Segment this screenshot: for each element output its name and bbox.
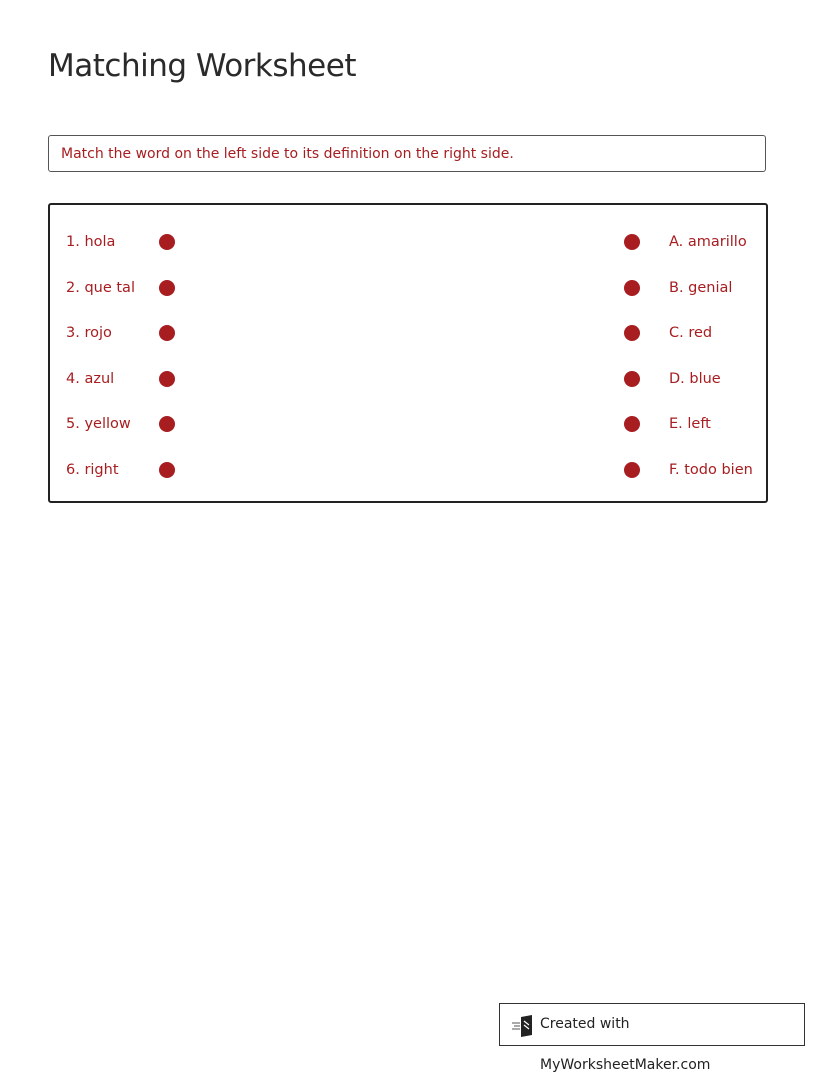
right-item: A. amarillo (669, 234, 747, 250)
worksheet-logo-icon (512, 1015, 536, 1037)
right-match-dot[interactable] (624, 280, 640, 296)
footer-badge[interactable] (499, 1003, 805, 1073)
page-title: Matching Worksheet (48, 48, 356, 84)
left-item: 3. rojo (66, 325, 112, 341)
right-item: C. red (669, 325, 713, 341)
left-match-dot[interactable] (159, 416, 175, 432)
right-item: E. left (669, 416, 711, 432)
right-match-dot[interactable] (624, 234, 640, 250)
left-match-dot[interactable] (159, 280, 175, 296)
left-match-dot[interactable] (159, 462, 175, 478)
right-item: B. genial (669, 279, 733, 296)
right-match-dot[interactable] (624, 462, 640, 478)
left-match-dot[interactable] (159, 371, 175, 387)
right-match-dot[interactable] (624, 416, 640, 432)
right-item: F. todo bien (669, 461, 753, 478)
footer-text: Created with MyWorksheetMaker.com (540, 1016, 711, 1073)
matching-box (48, 203, 768, 503)
left-item: 2. que tal (66, 279, 135, 296)
left-item: 1. hola (66, 234, 116, 250)
left-match-dot[interactable] (159, 325, 175, 341)
left-item: 4. azul (66, 370, 115, 387)
right-item: D. blue (669, 370, 721, 387)
left-item: 6. right (66, 461, 119, 478)
right-match-dot[interactable] (624, 325, 640, 341)
left-item: 5. yellow (66, 416, 131, 432)
instructions-box: Match the word on the left side to its definition on the right side. (48, 135, 766, 172)
left-match-dot[interactable] (159, 234, 175, 250)
right-match-dot[interactable] (624, 371, 640, 387)
